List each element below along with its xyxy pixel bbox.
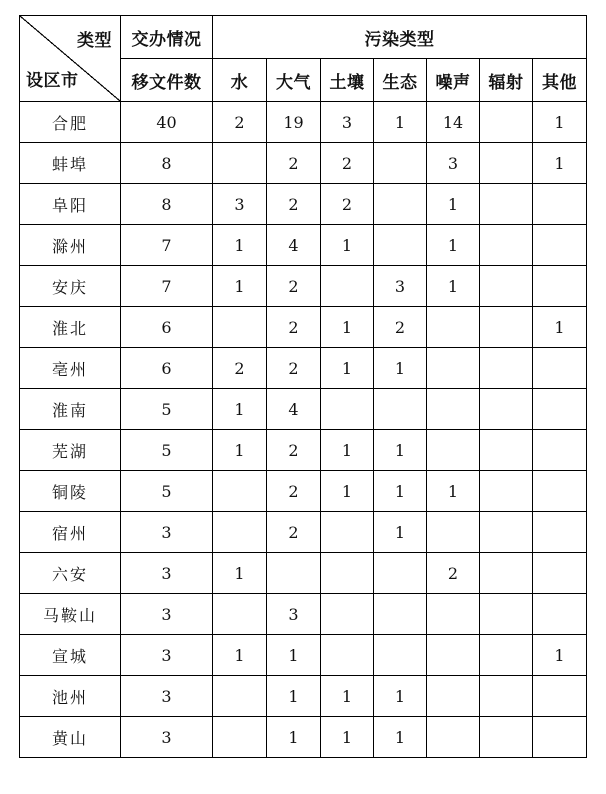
type-cell-soil: 1 [321,717,374,758]
type-cell-air: 2 [267,143,321,184]
type-cell-water: 2 [213,348,267,389]
type-cell-soil: 3 [321,102,374,143]
type-cell-soil: 1 [321,225,374,266]
type-cell-noise [427,307,480,348]
type-cell-water [213,717,267,758]
table-row [20,635,587,676]
type-cell-air: 2 [267,471,321,512]
transfer-count-cell: 7 [121,266,213,307]
city-cell: 马鞍山 [20,594,121,635]
type-cell-noise [427,430,480,471]
type-cell-other [533,184,587,225]
table-row [20,184,587,225]
type-cell-air: 3 [267,594,321,635]
type-header-other: 其他 [533,59,587,102]
type-cell-water [213,594,267,635]
type-cell-other: 1 [533,307,587,348]
table-row [20,389,587,430]
transfer-count-cell: 3 [121,635,213,676]
transfer-count-cell: 7 [121,225,213,266]
city-cell: 六安 [20,553,121,594]
type-cell-water: 1 [213,225,267,266]
type-cell-air: 4 [267,389,321,430]
type-cell-other [533,717,587,758]
type-cell-ecology [374,143,427,184]
type-cell-noise: 3 [427,143,480,184]
city-cell: 黄山 [20,717,121,758]
type-cell-other [533,553,587,594]
type-cell-soil [321,635,374,676]
type-cell-water [213,512,267,553]
type-cell-air: 4 [267,225,321,266]
transfer-count-cell: 3 [121,553,213,594]
type-cell-soil [321,594,374,635]
city-cell: 亳州 [20,348,121,389]
type-cell-noise: 1 [427,471,480,512]
type-cell-soil: 2 [321,143,374,184]
type-cell-other [533,594,587,635]
type-cell-air: 1 [267,676,321,717]
pollution-group-header: 污染类型 [213,16,587,59]
type-cell-ecology [374,225,427,266]
transfer-count-cell: 6 [121,348,213,389]
type-cell-other [533,389,587,430]
type-cell-noise: 1 [427,266,480,307]
type-cell-noise: 14 [427,102,480,143]
transfer-count-cell: 5 [121,471,213,512]
city-cell: 滁州 [20,225,121,266]
type-cell-soil [321,266,374,307]
city-cell: 阜阳 [20,184,121,225]
type-cell-other: 1 [533,635,587,676]
type-cell-ecology: 1 [374,471,427,512]
type-cell-water: 3 [213,184,267,225]
transfer-count-cell: 40 [121,102,213,143]
corner-label-city: 设区市 [26,71,79,91]
city-cell: 淮北 [20,307,121,348]
type-cell-noise [427,594,480,635]
type-header-water: 水 [213,59,267,102]
table-row [20,512,587,553]
type-cell-noise: 1 [427,225,480,266]
type-cell-other: 1 [533,143,587,184]
type-cell-ecology: 1 [374,717,427,758]
type-cell-other [533,676,587,717]
type-cell-radiation [480,389,533,430]
table-row [20,430,587,471]
type-cell-water: 1 [213,266,267,307]
type-header-ecology: 生态 [374,59,427,102]
type-cell-ecology: 1 [374,430,427,471]
type-cell-air: 2 [267,348,321,389]
type-cell-radiation [480,512,533,553]
type-cell-other [533,430,587,471]
type-cell-air: 2 [267,307,321,348]
type-cell-ecology: 1 [374,102,427,143]
type-cell-water: 1 [213,553,267,594]
table-row [20,307,587,348]
type-header-radiation: 辐射 [480,59,533,102]
table-row [20,143,587,184]
type-cell-radiation [480,553,533,594]
city-cell: 宣城 [20,635,121,676]
type-cell-ecology [374,389,427,430]
type-cell-noise [427,389,480,430]
type-cell-noise [427,717,480,758]
table-row [20,717,587,758]
type-cell-radiation [480,307,533,348]
type-cell-radiation [480,184,533,225]
type-cell-air: 2 [267,512,321,553]
type-cell-air: 19 [267,102,321,143]
transfer-count-cell: 8 [121,184,213,225]
type-cell-radiation [480,471,533,512]
type-cell-noise [427,348,480,389]
city-cell: 合肥 [20,102,121,143]
type-cell-air: 2 [267,430,321,471]
type-cell-soil [321,389,374,430]
type-header-soil: 土壤 [321,59,374,102]
table-row [20,676,587,717]
type-cell-ecology: 3 [374,266,427,307]
pollution-transfer-table [19,15,587,758]
type-cell-ecology: 1 [374,512,427,553]
type-cell-soil: 2 [321,184,374,225]
type-cell-other [533,266,587,307]
type-cell-soil [321,553,374,594]
type-cell-soil: 1 [321,676,374,717]
type-cell-soil: 1 [321,307,374,348]
transfer-group-header: 交办情况 [121,16,213,59]
type-cell-water [213,143,267,184]
city-cell: 池州 [20,676,121,717]
type-cell-ecology [374,553,427,594]
transfer-count-cell: 3 [121,512,213,553]
type-cell-soil: 1 [321,348,374,389]
type-cell-air: 2 [267,184,321,225]
type-cell-air: 1 [267,717,321,758]
type-cell-air: 2 [267,266,321,307]
table-row [20,102,587,143]
table-row [20,266,587,307]
corner-label-type: 类型 [77,31,112,51]
type-cell-ecology: 1 [374,676,427,717]
table-row [20,553,587,594]
type-cell-ecology: 2 [374,307,427,348]
table-row [20,225,587,266]
transfer-count-cell: 5 [121,389,213,430]
table-row [20,348,587,389]
transfer-count-cell: 8 [121,143,213,184]
type-header-noise: 噪声 [427,59,480,102]
type-cell-noise [427,676,480,717]
type-cell-radiation [480,266,533,307]
type-cell-other [533,512,587,553]
type-cell-noise [427,512,480,553]
transfer-count-cell: 6 [121,307,213,348]
type-cell-soil: 1 [321,471,374,512]
type-header-air: 大气 [267,59,321,102]
city-cell: 蚌埠 [20,143,121,184]
type-cell-radiation [480,635,533,676]
type-cell-ecology [374,184,427,225]
type-cell-radiation [480,348,533,389]
type-cell-noise: 1 [427,184,480,225]
type-cell-water: 1 [213,635,267,676]
type-cell-ecology [374,594,427,635]
type-cell-radiation [480,594,533,635]
city-cell: 安庆 [20,266,121,307]
type-cell-water [213,307,267,348]
transfer-count-cell: 3 [121,594,213,635]
type-cell-other [533,471,587,512]
transfer-count-cell: 5 [121,430,213,471]
type-cell-water: 2 [213,102,267,143]
type-cell-other: 1 [533,102,587,143]
type-cell-radiation [480,430,533,471]
header-row-1 [20,16,587,59]
type-cell-soil [321,512,374,553]
city-cell: 铜陵 [20,471,121,512]
corner-header-cell [20,16,121,102]
type-cell-radiation [480,102,533,143]
type-cell-water: 1 [213,389,267,430]
type-cell-water: 1 [213,430,267,471]
type-cell-water [213,471,267,512]
type-cell-noise: 2 [427,553,480,594]
transfer-count-cell: 3 [121,717,213,758]
type-cell-ecology [374,635,427,676]
type-cell-ecology: 1 [374,348,427,389]
city-cell: 宿州 [20,512,121,553]
type-cell-radiation [480,717,533,758]
type-cell-noise [427,635,480,676]
transfer-count-cell: 3 [121,676,213,717]
type-cell-air [267,553,321,594]
table-row [20,471,587,512]
table-row [20,594,587,635]
type-cell-radiation [480,225,533,266]
type-cell-radiation [480,143,533,184]
transfer-count-header: 移文件数 [121,59,213,102]
type-cell-other [533,348,587,389]
type-cell-other [533,225,587,266]
type-cell-water [213,676,267,717]
type-cell-radiation [480,676,533,717]
type-cell-soil: 1 [321,430,374,471]
type-cell-air: 1 [267,635,321,676]
city-cell: 淮南 [20,389,121,430]
city-cell: 芜湖 [20,430,121,471]
